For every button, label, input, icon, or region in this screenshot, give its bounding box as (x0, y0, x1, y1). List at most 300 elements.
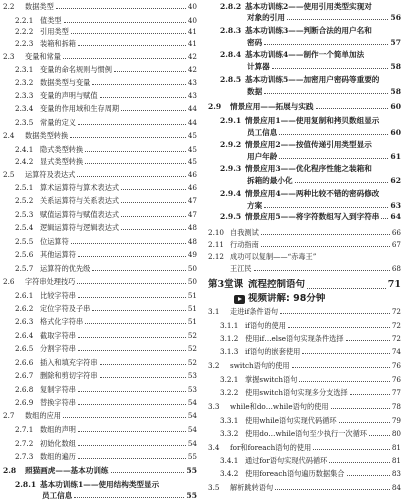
toc-entry-title: 员工信息 (42, 491, 73, 500)
dot-leader (121, 188, 186, 190)
toc-subsection-entry[interactable] (208, 140, 401, 149)
dot-leader (78, 457, 186, 459)
toc-entry-number: 2.8.2 (220, 2, 242, 11)
toc-entry-title: for和foreach语句的使用 (230, 443, 312, 452)
toc-subsection-entry[interactable] (208, 26, 401, 35)
toc-entry-number: 2.8.5 (220, 75, 242, 84)
toc-entry-title: if语句的使用 (245, 321, 286, 330)
toc-entry-title: if语句的嵌套使用 (245, 347, 301, 356)
dot-leader (100, 96, 186, 98)
toc-entry-title: 情景应用——拓展与实践 (230, 102, 314, 111)
toc-subsection-entry[interactable] (3, 183, 197, 192)
toc-entry-number: 3.3.2 (220, 429, 239, 438)
dot-leader (329, 461, 390, 463)
dot-leader (78, 349, 186, 351)
toc-entry-title: 使用switch语句实现多分支选择 (245, 388, 348, 397)
toc-section-entry[interactable] (3, 2, 197, 11)
toc-entry-title: 自我测试 (230, 228, 259, 237)
toc-section-entry[interactable] (3, 52, 197, 61)
toc-entry-number: 3.2.1 (220, 375, 239, 384)
dot-leader (78, 296, 186, 298)
toc-page-number: 51 (187, 317, 197, 326)
dot-leader (85, 150, 186, 152)
toc-entry-number: 2.9.5 (220, 212, 242, 221)
toc-entry-title: 情景应用3——优化程序性能之装箱和 (245, 164, 372, 173)
toc-entry-title: 运算符及表达式 (25, 170, 76, 179)
toc-entry-title: 拆箱的最小化 (247, 176, 293, 185)
toc-page-number: 42 (187, 52, 197, 61)
toc-section-entry[interactable] (208, 307, 401, 316)
toc-page-number: 53 (187, 385, 197, 394)
dot-leader (78, 390, 186, 392)
dot-leader (92, 269, 186, 271)
toc-entry-title: 使用if…else语句实现条件选择 (245, 334, 344, 343)
dot-leader (92, 309, 186, 311)
toc-entry-number: 2.5.1 (15, 183, 34, 192)
toc-page-number: 74 (391, 347, 401, 356)
toc-page-number: 54 (187, 398, 197, 407)
toc-entry-title: 密码 (247, 38, 263, 47)
toc-entry-continuation[interactable] (208, 264, 401, 273)
toc-entry-number: 2.3.2 (15, 78, 34, 87)
toc-page-number: 42 (187, 65, 197, 74)
video-duration-text: 视频讲解: 98分钟 (248, 293, 326, 304)
toc-page-number: 58 (390, 87, 401, 96)
toc-subsection-entry[interactable] (3, 358, 197, 367)
toc-page-number: 83 (391, 469, 401, 478)
toc-entry-title: 通过for语句实现代码循环 (245, 456, 328, 465)
toc-entry-number: 2.2.1 (15, 16, 34, 25)
toc-entry-number: 2.10 (208, 228, 225, 237)
dot-leader (299, 380, 389, 382)
dot-leader (350, 393, 390, 395)
toc-entry-number: 3.1.1 (220, 321, 239, 330)
toc-entry-continuation[interactable] (208, 62, 401, 71)
dot-leader (71, 32, 186, 34)
toc-entry-number: 2.9.2 (220, 140, 242, 149)
dot-leader (70, 136, 186, 138)
toc-entry-title: 使用while语句实现代码循环 (245, 416, 337, 425)
toc-subsection-entry[interactable] (3, 91, 197, 100)
toc-entry-title: 照猫画虎——基本功训练 (25, 466, 109, 475)
toc-subsection-entry[interactable] (208, 50, 401, 59)
dot-leader (71, 242, 186, 244)
toc-subsection-entry[interactable] (3, 344, 197, 353)
toc-section-entry[interactable] (208, 102, 401, 111)
toc-subsection-entry[interactable] (208, 375, 401, 384)
toc-subsection-entry[interactable] (3, 250, 197, 259)
toc-subsection-entry[interactable] (3, 210, 197, 219)
toc-entry-title: 删除和剪切字符串 (40, 371, 98, 380)
toc-page-number: 44 (187, 118, 197, 127)
toc-section-entry[interactable] (208, 483, 401, 492)
toc-entry-title: 成功可以复制——“赤毒王” (230, 252, 317, 261)
toc-entry-number: 2.6.7 (15, 371, 34, 380)
dot-leader (313, 448, 390, 450)
toc-entry-continuation[interactable] (208, 201, 401, 210)
toc-subsection-entry[interactable] (3, 237, 197, 246)
toc-entry-number: 2.3.3 (15, 91, 34, 100)
toc-entry-title: 情景应用5——将字符数组写入到字符串 (245, 212, 380, 221)
toc-entry-number: 2.8.4 (220, 50, 242, 59)
toc-entry-number: 2.7 (3, 411, 15, 420)
dot-leader (261, 245, 390, 247)
toc-entry-title: 方案 (247, 201, 263, 210)
toc-entry-title: 使用foreach语句遍历数据集合 (245, 469, 345, 478)
toc-entry-number: 2.3.1 (15, 65, 34, 74)
toc-subsection-entry[interactable] (208, 189, 401, 198)
dot-leader (339, 421, 390, 423)
toc-entry-title: 变量的作用域和生存周期 (40, 104, 120, 113)
toc-entry-number: 2.9 (208, 102, 222, 111)
toc-entry-title: 替换字符串 (40, 398, 76, 407)
toc-section-entry[interactable] (3, 277, 197, 286)
toc-subsection-entry[interactable] (3, 78, 197, 87)
toc-entry-title: 基本功训练3——判断合法的用户名和 (245, 26, 372, 35)
toc-entry-title: 变量的声明与赋值 (40, 91, 98, 100)
toc-entry-title: 常量的定义 (40, 118, 76, 127)
toc-entry-continuation[interactable] (208, 128, 401, 137)
toc-entry-title: while和do…while语句的使用 (230, 402, 329, 411)
toc-entry-number: 2.5.5 (15, 237, 34, 246)
toc-entry-number: 2.7.3 (15, 452, 34, 461)
toc-page-number: 63 (390, 201, 401, 210)
toc-entry-title: 基本功训练2——使用引用类型实现对 (245, 2, 372, 11)
dot-leader (100, 363, 186, 365)
toc-entry-number: 3.4 (208, 443, 220, 452)
toc-page-number: 48 (187, 237, 197, 246)
toc-entry-title: 复制字符串 (40, 385, 76, 394)
toc-page-number: 54 (187, 411, 197, 420)
toc-subsection-entry[interactable] (3, 480, 197, 489)
toc-page-number: 80 (391, 429, 401, 438)
toc-entry-title: 插入和填充字符串 (40, 358, 98, 367)
toc-entry-number: 3.2 (208, 361, 220, 370)
toc-page-number: 45 (187, 131, 197, 140)
toc-entry-title: 行动指南 (230, 240, 259, 249)
dot-leader (85, 162, 186, 164)
toc-subsection-entry[interactable] (208, 116, 401, 125)
toc-entry-title: 运算符的优先级 (40, 264, 91, 273)
toc-entry-title: 初始化数组 (40, 439, 76, 448)
toc-entry-title: 算术运算符与算术表达式 (40, 183, 120, 192)
toc-page-number: 81 (391, 456, 401, 465)
toc-entry-continuation[interactable] (208, 87, 401, 96)
toc-section-entry[interactable] (208, 228, 401, 237)
toc-entry-title: 数组的应用 (25, 411, 61, 420)
dot-leader (287, 18, 388, 20)
toc-subsection-entry[interactable] (3, 291, 197, 300)
toc-subsection-entry[interactable] (3, 425, 197, 434)
toc-entry-number: 2.6.6 (15, 358, 34, 367)
toc-entry-number: 第3堂课 (208, 279, 244, 290)
toc-page-number: 52 (187, 358, 197, 367)
toc-subsection-entry[interactable] (208, 416, 401, 425)
toc-entry-title: 显式类型转换 (40, 157, 84, 166)
dot-leader (78, 444, 186, 446)
toc-page-number: 43 (187, 78, 197, 87)
toc-section-entry[interactable] (3, 131, 197, 140)
toc-subsection-entry[interactable] (3, 196, 197, 205)
toc-subsection-entry[interactable] (3, 65, 197, 74)
toc-page-number: 79 (391, 416, 401, 425)
dot-leader (275, 488, 390, 490)
toc-entry-number: 2.6.3 (15, 317, 34, 326)
toc-subsection-entry[interactable] (3, 223, 197, 232)
toc-subsection-entry[interactable] (208, 321, 401, 330)
toc-entry-continuation[interactable] (208, 176, 401, 185)
dot-leader (292, 366, 390, 368)
toc-page-number: 45 (187, 145, 197, 154)
toc-entry-number: 3.3.1 (220, 416, 239, 425)
toc-subsection-entry[interactable] (3, 16, 197, 25)
toc-entry-number: 2.5.4 (15, 223, 34, 232)
toc-entry-title: 王江民 (230, 264, 252, 273)
toc-entry-number: 2.5.6 (15, 250, 34, 259)
toc-section-entry[interactable] (208, 402, 401, 411)
toc-section-entry[interactable] (208, 361, 401, 370)
dot-leader (316, 107, 389, 109)
toc-subsection-entry[interactable] (3, 317, 197, 326)
toc-page-number: 50 (187, 277, 197, 286)
dot-leader (78, 336, 186, 338)
toc-entry-title: 变量的命名规则与惯例 (40, 65, 112, 74)
toc-entry-continuation[interactable] (208, 152, 401, 161)
toc-entry-number: 3.2.2 (220, 388, 239, 397)
toc-entry-continuation[interactable] (208, 38, 401, 47)
toc-subsection-entry[interactable] (3, 264, 197, 273)
toc-subsection-entry[interactable] (3, 439, 197, 448)
toc-subsection-entry[interactable] (3, 398, 197, 407)
toc-entry-title: 定位字符及子串 (40, 304, 91, 313)
toc-entry-number: 2.5 (3, 170, 15, 179)
toc-subsection-entry[interactable] (3, 104, 197, 113)
toc-page-number: 81 (391, 443, 401, 452)
toc-section-entry[interactable] (208, 443, 401, 452)
toc-entry-number: 2.7.1 (15, 425, 34, 434)
dot-leader (74, 496, 184, 498)
dot-leader (78, 430, 186, 432)
toc-page-number: 51 (187, 304, 197, 313)
toc-entry-number: 3.4.1 (220, 456, 239, 465)
toc-subsection-entry[interactable] (208, 456, 401, 465)
toc-entry-title: 分割字符串 (40, 344, 76, 353)
toc-page-number: 54 (187, 439, 197, 448)
toc-entry-number: 2.4 (3, 131, 15, 140)
toc-entry-title: 计算器 (247, 62, 270, 71)
toc-entry-number: 2.8.1 (15, 480, 37, 489)
dot-leader (381, 217, 388, 219)
toc-entry-title: 解析跳转语句 (230, 483, 274, 492)
toc-entry-title: 流程控制语句 (248, 279, 306, 290)
dot-leader (92, 83, 186, 85)
dot-leader (100, 376, 186, 378)
toc-page-number: 50 (187, 264, 197, 273)
toc-subsection-entry[interactable] (208, 164, 401, 173)
toc-subsection-entry[interactable] (208, 212, 401, 221)
dot-leader (64, 21, 186, 23)
toc-entry-number: 2.9.3 (220, 164, 242, 173)
toc-section-entry[interactable] (208, 252, 401, 261)
dot-leader (111, 471, 185, 473)
toc-entry-title: 位运算符 (40, 237, 69, 246)
toc-entry-number: 2.6.4 (15, 331, 34, 340)
dot-leader (63, 416, 186, 418)
toc-entry-title: 基本功训练5——加密用户密码等重要的 (245, 75, 380, 84)
toc-entry-title: 值类型 (40, 16, 62, 25)
toc-page-number: 72 (391, 307, 401, 316)
toc-page-number: 67 (391, 240, 401, 249)
toc-entry-number: 2.6.1 (15, 291, 34, 300)
toc-subsection-entry[interactable] (3, 452, 197, 461)
toc-page-number: 71 (387, 279, 401, 290)
toc-subsection-entry[interactable] (3, 304, 197, 313)
toc-subsection-entry[interactable] (208, 429, 401, 438)
toc-entry-title: 数组的遍历 (40, 452, 76, 461)
toc-subsection-entry[interactable] (208, 334, 401, 343)
toc-page-number: 56 (390, 13, 401, 22)
toc-entry-number: 3.1.2 (220, 334, 239, 343)
dot-leader (331, 407, 390, 409)
toc-page-number: 55 (187, 452, 197, 461)
video-icon (234, 295, 245, 304)
toc-subsection-entry[interactable] (208, 75, 401, 84)
toc-entry-title: 数据类型与变量 (40, 78, 91, 87)
toc-entry-title: 基本功训练4——制作一个简单加法 (245, 50, 365, 59)
toc-entry-number: 2.4.1 (15, 145, 34, 154)
toc-entry-title: 隐式类型转换 (40, 145, 84, 154)
toc-page-number: 66 (391, 228, 401, 237)
toc-page-number: 84 (391, 483, 401, 492)
toc-section-entry[interactable] (208, 240, 401, 249)
toc-page-number: 52 (187, 344, 197, 353)
toc-entry-title: 情景应用1——使用复制和拷贝数组显示 (245, 116, 380, 125)
toc-page-number: 78 (391, 402, 401, 411)
dot-leader (279, 157, 388, 159)
toc-page-number: 40 (187, 16, 197, 25)
toc-page-number: 45 (187, 157, 197, 166)
dot-leader (347, 474, 390, 476)
toc-chapter-heading[interactable] (208, 279, 401, 291)
toc-entry-number: 2.5.2 (15, 196, 34, 205)
toc-subsection-entry[interactable] (208, 388, 401, 397)
toc-page-number: 47 (187, 196, 197, 205)
dot-leader (78, 403, 186, 405)
toc-page-number: 64 (390, 212, 401, 221)
toc-page-number: 41 (187, 39, 197, 48)
toc-subsection-entry[interactable] (3, 39, 197, 48)
toc-entry-title: 掌握switch语句 (245, 375, 298, 384)
toc-page-number: 48 (187, 223, 197, 232)
toc-entry-number: 2.12 (208, 252, 225, 261)
toc-entry-number: 2.11 (208, 240, 225, 249)
toc-entry-number: 2.6.5 (15, 344, 34, 353)
toc-subsection-entry[interactable] (3, 145, 197, 154)
toc-entry-title: 用户年龄 (247, 152, 278, 161)
toc-page-number: 60 (390, 102, 401, 111)
toc-entry-title: 关系运算符与关系表达式 (40, 196, 120, 205)
toc-entry-continuation[interactable] (208, 13, 401, 22)
toc-entry-title: 装箱和拆箱 (40, 39, 76, 48)
toc-page-number: 61 (390, 152, 401, 161)
toc-entry-title: 使用do…while语句至少执行一次循环 (245, 429, 367, 438)
toc-page-number: 72 (391, 321, 401, 330)
toc-subsection-entry[interactable] (3, 118, 197, 127)
dot-leader (77, 282, 186, 284)
toc-entry-title: 情景应用4——两种比较不错的密码修改 (245, 189, 380, 198)
toc-section-entry[interactable] (3, 466, 197, 475)
toc-page-number: 62 (390, 176, 401, 185)
toc-entry-number: 3.5 (208, 483, 220, 492)
toc-subsection-entry[interactable] (208, 469, 401, 478)
dot-leader (121, 215, 186, 217)
toc-entry-number: 3.4.2 (220, 469, 239, 478)
toc-entry-title: 赋值运算符与赋值表达式 (40, 210, 120, 219)
toc-entry-number: 2.7.2 (15, 439, 34, 448)
video-duration-line (234, 293, 325, 305)
toc-entry-title: switch语句的使用 (230, 361, 290, 370)
toc-entry-title: 对象的引用 (247, 13, 285, 22)
toc-entry-number: 2.5.3 (15, 210, 34, 219)
toc-entry-title: 其他运算符 (40, 250, 76, 259)
toc-page-number: 60 (390, 128, 401, 137)
toc-entry-title: 数组的声明 (40, 425, 76, 434)
toc-entry-number: 2.3.4 (15, 104, 34, 113)
toc-page-number: 57 (390, 38, 401, 47)
dot-leader (77, 175, 186, 177)
toc-page-number: 76 (391, 361, 401, 370)
dot-leader (78, 123, 186, 125)
toc-subsection-entry[interactable] (3, 371, 197, 380)
toc-page-number: 46 (187, 183, 197, 192)
toc-page-number: 77 (391, 388, 401, 397)
dot-leader (302, 352, 390, 354)
toc-subsection-entry[interactable] (208, 347, 401, 356)
toc-page-number: 44 (187, 104, 197, 113)
toc-entry-number: 2.2 (3, 2, 15, 11)
toc-entry-number: 2.2.2 (15, 27, 34, 36)
dot-leader (288, 326, 390, 328)
toc-entry-number: 2.3 (3, 52, 15, 61)
dot-leader (264, 206, 388, 208)
toc-subsection-entry[interactable] (3, 385, 197, 394)
toc-page-number: 47 (187, 210, 197, 219)
dot-leader (63, 57, 186, 59)
dot-leader (280, 312, 390, 314)
toc-subsection-entry[interactable] (3, 331, 197, 340)
toc-subsection-entry[interactable] (208, 2, 401, 11)
toc-entry-number: 2.3.5 (15, 118, 34, 127)
toc-section-entry[interactable] (3, 170, 197, 179)
toc-entry-title: 截取字符串 (40, 331, 76, 340)
toc-entry-title: 数据类型 (25, 2, 54, 11)
toc-page-number: 43 (187, 91, 197, 100)
toc-entry-title: 格式化字符串 (40, 317, 84, 326)
toc-entry-title: 数据 (247, 87, 263, 96)
toc-entry-number: 2.5.7 (15, 264, 34, 273)
toc-entry-number: 2.9.1 (220, 116, 242, 125)
toc-entry-title: 变量和常量 (25, 52, 61, 61)
toc-entry-title: 员工信息 (247, 128, 278, 137)
toc-subsection-entry[interactable] (3, 157, 197, 166)
toc-section-entry[interactable] (3, 411, 197, 420)
dot-leader (78, 44, 186, 46)
dot-leader (114, 70, 186, 72)
toc-entry-number: 2.2.3 (15, 39, 34, 48)
toc-subsection-entry[interactable] (3, 27, 197, 36)
toc-entry-title: 基本功训练1——使用结构类型显示 (40, 480, 160, 489)
toc-entry-number: 3.3 (208, 402, 220, 411)
